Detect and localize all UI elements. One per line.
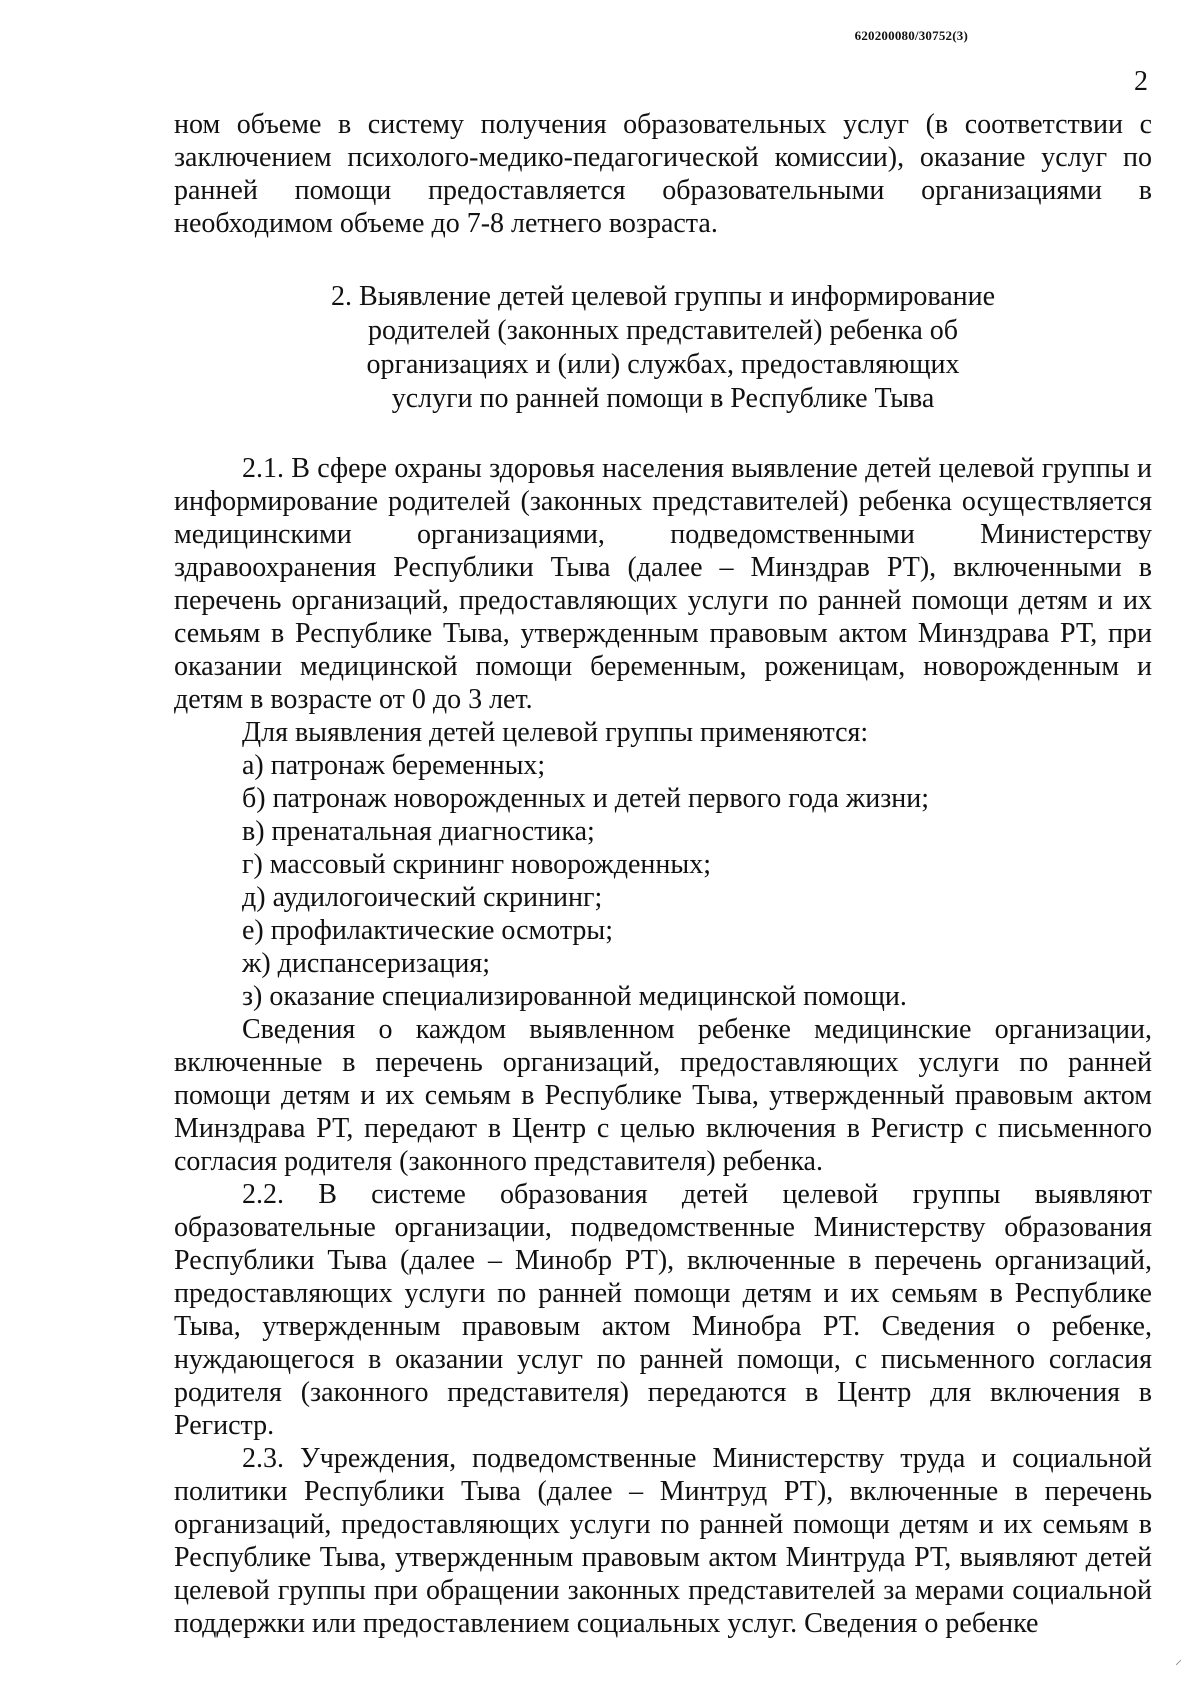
paragraph-2-1: 2.1. В сфере охраны здоровья населения выявление детей целевой группы и информирование родителей (законных представителей) ребенка осуществляется медицинскими организациями, подведомственными Министерству здравоохранения Республики Тыва (далее – Минздрав РТ), включенными в перечень организаций, предоставляющих услуги по ранней помощи детям и их семьям в Республике Тыва, утвержденным правовым актом Минздрава РТ, при оказании медицинской помощи беременным, роженицам, новорожденным и детям в возрасте от 0 до 3 лет. bbox=[174, 453, 1152, 715]
document-code: 620200080/30752(3) bbox=[854, 28, 968, 43]
methods-list bbox=[174, 749, 1152, 1013]
list-item: б) патронаж новорожденных и детей первого года жизни; bbox=[242, 783, 930, 814]
paragraph-2-3: 2.3. Учреждения, подведомственные Министерству труда и социальной политики Республики Тыва (далее – Минтруд РТ), включенные в перечень организаций, предоставляющих услуги по ранней помощи детям и их семьям в Республике Тыва, утвержденным правовым актом Минтруда РТ, выявляют детей целевой группы при обращении законных представителей за мерами социальной поддержки или предоставлением социальных услуг. Сведения о ребенке bbox=[174, 1443, 1152, 1639]
list-item: г) массовый скрининг новорожденных; bbox=[242, 849, 711, 880]
list-item: е) профилактические осмотры; bbox=[242, 915, 614, 946]
list-item: з) оказание специализированной медицинской помощи. bbox=[242, 981, 907, 1012]
section-2-heading-line: услуги по ранней помощи в Республике Тыва bbox=[391, 383, 935, 414]
methods-intro: Для выявления детей целевой группы применяются: bbox=[242, 717, 869, 748]
section-2-heading-line: 2. Выявление детей целевой группы и информирование bbox=[330, 281, 996, 312]
intro-paragraph: ном объеме в систему получения образовательных услуг (в соответствии с заключением психолого-медико-педагогической комиссии), оказание услуг по ранней помощи предоставляется образовательными организациями в необходимом объеме до 7-8 летнего возраста. bbox=[174, 109, 1152, 239]
paragraph-2-2: 2.2. В системе образования детей целевой группы выявляют образовательные организации, подведомственные Министерству образования Республики Тыва (далее – Минобр РТ), включенные в перечень организаций, предоставляющих услуги по ранней помощи детям и их семьям в Республике Тыва, утвержденным правовым актом Минобра РТ. Сведения о ребенке, нуждающегося в оказании услуг по ранней помощи, с письменного согласия родителя (законного представителя) передаются в Центр для включения в Регистр. bbox=[174, 1179, 1152, 1441]
document-body bbox=[174, 108, 1152, 1640]
list-item: в) пренатальная диагностика; bbox=[242, 816, 595, 847]
list-item: ж) диспансеризация; bbox=[242, 948, 491, 979]
section-2-heading bbox=[174, 280, 1152, 416]
section-2-heading-line: родителей (законных представителей) ребенка об bbox=[367, 315, 959, 346]
scan-mark: ⸝ bbox=[1175, 1653, 1182, 1668]
list-item: а) патронаж беременных; bbox=[242, 750, 546, 781]
list-item: д) аудилогоический скрининг; bbox=[242, 882, 603, 913]
page-number: 2 bbox=[1134, 66, 1148, 97]
info-transfer-paragraph: Сведения о каждом выявленном ребенке медицинские организации, включенные в перечень организаций, предоставляющих услуги по ранней помощи детям и их семьям в Республике Тыва, утвержденный правовым актом Минздрава РТ, передают в Центр с целью включения в Регистр с письменного согласия родителя (законного представителя) ребенка. bbox=[174, 1014, 1152, 1177]
section-2-heading-line: организациях и (или) службах, предоставляющих bbox=[366, 349, 960, 380]
